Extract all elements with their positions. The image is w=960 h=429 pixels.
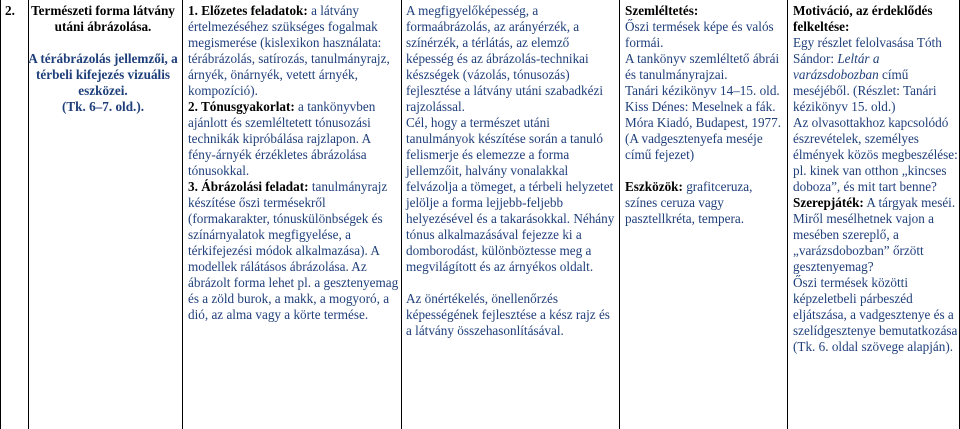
aids-line-3: Tanári kézikönyv 14–15. old. [625, 83, 780, 98]
task-1-heading: 1. Előzetes feladatok: [188, 3, 308, 18]
goals-cell [401, 0, 619, 429]
aids-line-5: (A vadgesztenyefa meséje című fejezet) [625, 131, 763, 162]
task-2-heading: 2. Tónusgyakorlat: [188, 99, 295, 114]
tasks-cell [183, 0, 401, 429]
tools-heading: Eszközök: [625, 179, 683, 194]
motivation-line-2: Az olvasottakhoz kapcsolódó észrevételek, személyes élmények közös megbeszélése: pl. kinek van otthon „kincses doboza”, és mit tart benne? [793, 115, 958, 194]
motivation-heading: Motiváció, az érdeklődés felkeltése: [793, 3, 933, 34]
goals-paragraph-1: A megfigyelőképesség, a formaábrázolás, az arányérzék, a színérzék, a térlátás, az elemző képesség és az ábrázolás-technikai készségek (vázolás, tónusozás) fejlesztése a látvány utáni szabadkézi rajzolással. [406, 3, 603, 114]
task-2-text: a tankönyvben ajánlott és szemléltetett tónusozási technikák kipróbálása rajzlapon. A fény-árnyék érzékletes ábrázolása tónusokkal. [188, 99, 376, 178]
motivation-line-3: Őszi termések közötti képzeletbeli párbeszéd eljátszása, a vadgesztenye és a szelídgesztenye bemutatkozása (Tk. 6. oldal szövege alapján). [793, 275, 958, 354]
aids-cell [619, 0, 787, 429]
book-title: Leltár a varázsdobozban [793, 51, 880, 82]
tools-line [625, 179, 787, 227]
aids-line-1: Őszi termések képe és valós formái. [625, 19, 774, 50]
motivation-line-1 [793, 35, 960, 115]
goals-paragraph-2: Cél, hogy a természet utáni tanulmányok készítése során a tanuló felismerje és elemezze a forma jellemzőit, halvány vonalakkal felvázolja a tömeget, a térbeli helyzetet jelölje a forma lejjebb-feljebb helyezésével és a takarásokkal. Néhány tónus alkalmazásával fejezze ki a domborodást, különböztesse meg a megvilágított és az árnyékos oldalt. [406, 115, 615, 274]
motivation-cell [787, 0, 960, 429]
aids-line-2: A tankönyv szemléltető ábrái és tanulmányrajzai. [625, 51, 780, 82]
tools-text: grafitceruza, színes ceruza vagy pasztellkréta, tempera. [625, 179, 753, 226]
task-3 [188, 179, 401, 323]
topic-title: Természeti forma látvány utáni ábrázolása. [31, 3, 175, 34]
task-2 [188, 99, 401, 179]
roleplay-line [793, 195, 960, 275]
roleplay-text: A tárgyak meséi. Miről mesélhetnek vajon a mesében szereplő, a „varázsdobozban” őrzött gesztenyemag? [793, 195, 956, 274]
topic-cell [28, 0, 180, 429]
motivation-line-1a: Egy részlet felolvasása Tóth Sándor: [793, 35, 942, 66]
aids-line-4: Kiss Dénes: Meselnek a fák. Móra Kiadó, Budapest, 1977. [625, 99, 782, 130]
aids-heading: Szemléltetés: [625, 3, 699, 18]
topic-subtitle: A térábrázolás jellemzői, a térbeli kifejezés vizuális eszközei. [28, 51, 178, 98]
task-1 [188, 3, 401, 99]
task-3-text: tanulmányrajz készítése őszi termésekről (formakarakter, tónuskülönbségek és színárnyalatok megfigyelése, a térkifejezési módok alkalmazása). A modellek rálátásos ábrázolása. Az ábrázolt forma lehet pl. a gesztenyemag és a zöld burok, a makk, a mogyoró, a dió, az alma vagy a körte termése. [188, 179, 399, 322]
goals-paragraph-3: Az önértékelés, önellenőrzés képességének fejlesztése a kész rajz és a látvány összehasonlításával. [406, 291, 610, 338]
roleplay-heading: Szerepjáték: [793, 195, 864, 210]
motivation-line-1c: című meséjéből. (Részlet: Tanári kézikönyv 15. old.) [793, 67, 937, 114]
task-1-text: a látvány értelmezéséhez szükséges fogalmak megismerése (kislexikon használata: térábrázolás, satírozás, tanulmányrajz, árnyék, önárnyék, vetett árnyék, kompozíció). [188, 3, 390, 98]
task-3-heading: 3. Ábrázolási feladat: [188, 179, 309, 194]
topic-reference: (Tk. 6–7. old.). [61, 99, 145, 114]
row-number: 2. [5, 3, 15, 18]
